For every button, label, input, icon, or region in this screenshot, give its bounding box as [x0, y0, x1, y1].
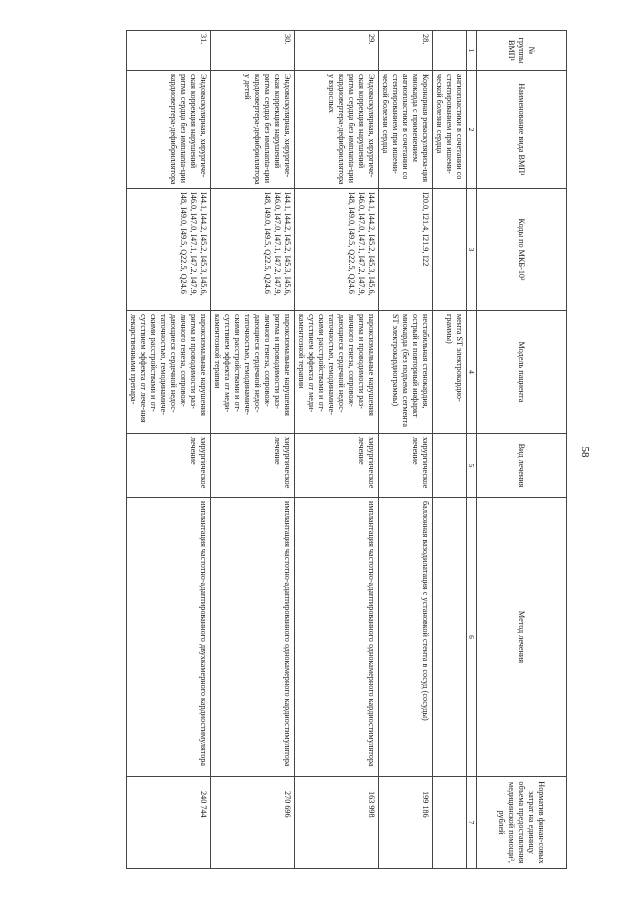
header-name: Наименование вида ВМП¹	[477, 71, 567, 189]
continuation-name: ангиопластики в сочетании со стентированием при ишеми-ческой болезни сердца	[432, 71, 466, 189]
treatment-type: хирургическое лечение	[126, 434, 210, 498]
rotated-table-wrapper	[45, 30, 567, 868]
treatment-table	[126, 30, 567, 869]
cost-norm: 240 744	[126, 777, 210, 869]
treatment-type: хирургическое лечение	[294, 434, 378, 498]
column-number: 4	[466, 311, 476, 434]
column-number-row	[466, 31, 476, 869]
treatment-type: хирургическое лечение	[210, 434, 294, 498]
header-norm: Норматив финан-совых затрат на единицу объема предоставления медицинской помощи³, рублей	[477, 777, 567, 869]
patient-model: пароксизмальные нарушения ритма и проводимости раз-личного генеза, сопровож-дающиеся сердечной недос-таточностью, гемодинамиче-скими расстройствами и от-сутствием эффекта от лече-ния лекарственными препара-	[126, 311, 210, 434]
continuation-row	[432, 31, 466, 869]
continuation-model: мента ST электрокардио-граммы)	[432, 311, 466, 434]
treatment-method: имплантация частотно-адаптированного однокамерного кардиостимулятора	[210, 498, 294, 777]
cost-norm: 270 696	[210, 777, 294, 869]
page-number: 58	[579, 446, 591, 458]
treatment-method: баллонная вазодилатация с установкой стента в сосуд (сосуды)	[378, 498, 432, 777]
header-method: Метод лечения	[477, 498, 567, 777]
icd-codes: I44.1, I44.2, I45.2, I45.3, I45.6, I46.0, I47.0, I47.1, I47.2, I47.9, I48, I49.0, I49.5, Q22.5, Q24.6	[210, 189, 294, 311]
icd-codes: I20.0, I21.4, I21.9, I22	[378, 189, 432, 311]
treatment-type: хирургическое лечение	[378, 434, 432, 498]
table-header-row	[477, 31, 567, 869]
column-number: 3	[466, 189, 476, 311]
treatment-method: имплантация частотно-адаптированного однокамерного кардиостимулятора	[294, 498, 378, 777]
vmp-name: Эндоваскулярная, хирургиче-ская коррекция нарушений ритма сердца без имплanta-ции кардиовертера-дефибриллятора	[126, 71, 210, 189]
icd-codes: I44.1, I44.2, I45.2, I45.3, I45.6, I46.0, I47.0, I47.1, I47.2, I47.9, I48, I49.0, I49.5, Q22.5, Q24.6	[126, 189, 210, 311]
patient-model: пароксизмальные нарушения ритма и проводимости раз-личного генеза, сопровож-дающиеся сердечной недос-таточностью, гемодинамиче-скими расстройствами и от-сутствием эффекта от меди-каментозной терапии	[294, 311, 378, 434]
header-treatment: Вид лечения	[477, 434, 567, 498]
cost-norm: 163 998	[294, 777, 378, 869]
column-number: 1	[466, 31, 476, 71]
table-row	[378, 31, 432, 869]
column-number: 2	[466, 71, 476, 189]
column-number: 5	[466, 434, 476, 498]
row-number: 29.	[294, 31, 378, 71]
patient-model: пароксизмальные нарушения ритма и проводимости раз-личного генеза, сопровож-дающиеся сердечной недос-таточностью, гемодинамиче-скими расстройствами и от-сутствием эффекта от меди-каментозной терапии	[210, 311, 294, 434]
header-icd: Коды по МКБ-10²	[477, 189, 567, 311]
icd-codes: I44.1, I44.2, I45.2, I45.3, I45.6, I46.0, I47.0, I47.1, I47.2, I47.9, I48, I49.0, I49.5, Q22.5, Q24.6	[294, 189, 378, 311]
cost-norm: 199 186	[378, 777, 432, 869]
table-row	[126, 31, 210, 869]
row-number: 30.	[210, 31, 294, 71]
treatment-method: имплантация частотно-адаптированного двухкамерного кардиостимулятора	[126, 498, 210, 777]
row-number: 28.	[378, 31, 432, 71]
header-group: № группы ВМП¹	[477, 31, 567, 71]
patient-model: нестабильная стенокардия, острый и повторный инфаркт миокарда (без подъема сегмента ST электрокардиограммы)	[378, 311, 432, 434]
vmp-name: Эндоваскулярная, хирургиче-ская коррекция нарушений ритма сердца без имплanta-ции кардиовертера-дефибриллятора у взрослых	[294, 71, 378, 189]
header-model: Модель пациента	[477, 311, 567, 434]
table-row	[294, 31, 378, 869]
row-number: 31.	[126, 31, 210, 71]
column-number: 7	[466, 777, 476, 869]
vmp-name: Коронарная реваскуляриза-ция миокарда с применением ангиопластики в сочетании со стентированием при ишеми-ческой болезни сердца	[378, 71, 432, 189]
column-number: 6	[466, 498, 476, 777]
vmp-name: Эндоваскулярная, хирургиче-ская коррекция нарушений ритма сердца без имплanta-ции кардиовертера-дефибриллятора у детей	[210, 71, 294, 189]
table-row	[210, 31, 294, 869]
